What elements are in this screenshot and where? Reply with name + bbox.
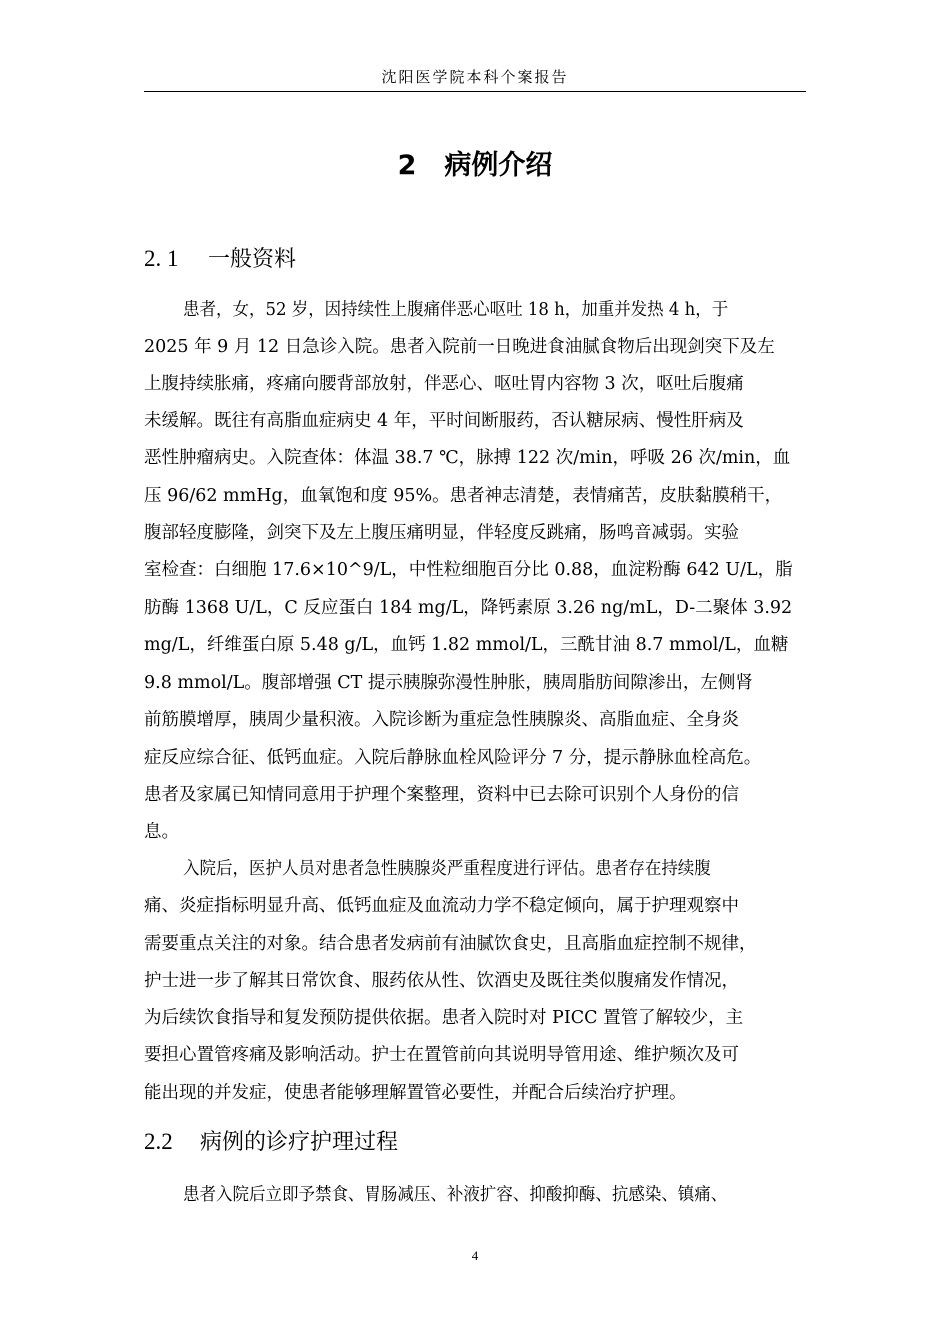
paragraph-line: 前筋膜增厚，胰周少量积液。入院诊断为重症急性胰腺炎、高脂血症、全身炎: [144, 710, 739, 730]
paragraph-line: 息。: [144, 822, 179, 842]
paragraph-line: 入院后，医护人员对患者急性胰腺炎严重程度进行评估。患者存在持续腹: [183, 859, 711, 879]
page-header: 沈阳医学院本科个案报告: [381, 68, 569, 86]
paragraph-line: 需要重点关注的对象。结合患者发病前有油腻饮食史，且高脂血症控制不规律，: [144, 934, 757, 954]
paragraph-line: mg/L，纤维蛋白原 5.48 g/L，血钙 1.82 mmol/L，三酰甘油 8.7 mmol/L，血糖: [144, 635, 789, 655]
chapter-title: [144, 146, 806, 186]
paragraph-line: 为后续饮食指导和复发预防提供依据。患者入院时对 PICC 置管了解较少，主: [144, 1008, 744, 1028]
paragraph-line: 肪酶 1368 U/L，C 反应蛋白 184 mg/L，降钙素原 3.26 ng/mL，D-二聚体 3.92: [144, 598, 793, 618]
paragraph-line: 要担心置管疼痛及影响活动。护士在置管前向其说明导管用途、维护频次及可: [144, 1045, 739, 1065]
paragraph-line: 护士进一步了解其日常饮食、服药依从性、饮酒史及既往类似腹痛发作情况，: [144, 971, 739, 991]
paragraph-line: 症反应综合征、低钙血症。入院后静脉血栓风险评分 7 分，提示静脉血栓高危。: [144, 748, 762, 768]
chapter-title-text: 病例介绍: [444, 150, 553, 181]
paragraph-line: 9.8 mmol/L。腹部增强 CT 提示胰腺弥漫性肿胀，胰周脂肪间隙渗出，左侧肾: [144, 673, 753, 693]
paragraph-line: 室检查：白细胞 17.6×10^9/L，中性粒细胞百分比 0.88，血淀粉酶 642 U/L，脂: [144, 560, 793, 580]
paragraph-line: 能出现的并发症，使患者能够理解置管必要性，并配合后续治疗护理。: [144, 1083, 687, 1103]
section-title-text: 一般资料: [208, 247, 297, 272]
paragraph-line: 痛、炎症指标明显升高、低钙血症及血流动力学不稳定倾向，属于护理观察中: [144, 896, 739, 916]
page-number: 4: [471, 1248, 479, 1263]
paragraph-line: 患者，女，52 岁，因持续性上腹痛伴恶心呕吐 18 h，加重并发热 4 h，于: [183, 300, 729, 320]
section-heading-treatment: [144, 1125, 398, 1160]
section-number: 2.2: [144, 1129, 173, 1154]
header-rule: [144, 91, 806, 92]
paragraph-line: 未缓解。既往有高脂血症病史 4 年，平时间断服药，否认糖尿病、慢性肝病及: [144, 411, 744, 431]
paragraph-line: 压 96/62 mmHg，血氧饱和度 95%。患者神志清楚，表情痛苦，皮肤黏膜稍干，: [144, 486, 783, 506]
paragraph-line: 恶性肿瘤病史。入院查体：体温 38.7 ℃，脉搏 122 次/min，呼吸 26 次/min，血: [144, 448, 791, 468]
paragraph-line: 腹部轻度膨隆，剑突下及左上腹压痛明显，伴轻度反跳痛，肠鸣音减弱。实验: [144, 523, 739, 543]
chapter-number: 2: [397, 150, 417, 181]
paragraph-line: 患者入院后立即予禁食、胃肠减压、补液扩容、抑酸抑酶、抗感染、镇痛、: [183, 1185, 728, 1205]
section-title-text: 病例的诊疗护理过程: [200, 1130, 399, 1155]
paragraph-line: 患者及家属已知情同意用于护理个案整理，资料中已去除可识别个人身份的信: [144, 785, 739, 805]
paragraph-line: 上腹持续胀痛，疼痛向腰背部放射，伴恶心、呕吐胃内容物 3 次，呕吐后腹痛: [144, 374, 744, 394]
paragraph-line: 2025 年 9 月 12 日急诊入院。患者入院前一日晚进食油腻食物后出现剑突下及左: [144, 337, 775, 357]
section-heading-general: [144, 242, 296, 277]
section-number: 2. 1: [144, 246, 179, 271]
